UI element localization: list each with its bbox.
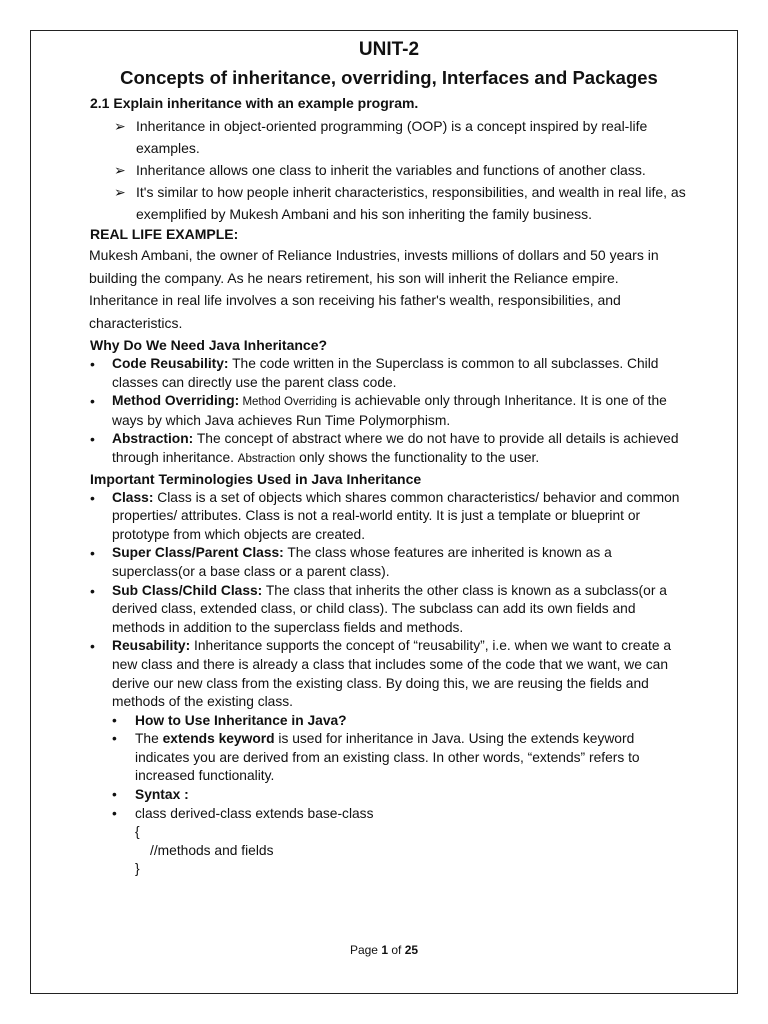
bullet-icon: •: [90, 356, 95, 372]
bullet-icon: •: [90, 489, 95, 506]
bullet-icon: •: [112, 787, 117, 803]
list-item: • Syntax :: [90, 786, 688, 805]
list-item: • Sub Class/Child Class: The class that inherits the other class is known as a subclass(or a derived class, extended class, or child class). The subclass can add its own fields and methods in addition to the superclass fields and methods.: [90, 582, 667, 635]
bullet-icon: •: [90, 545, 95, 562]
how-list: [90, 712, 688, 824]
list-item: ➢ Inheritance in object-oriented programming (OOP) is a concept inspired by real-life examples.: [90, 115, 688, 159]
document-body: [90, 38, 688, 879]
bullet-icon: •: [90, 638, 95, 655]
list-item: ➢ Inheritance allows one class to inherit the variables and functions of another class.: [90, 159, 688, 181]
section-points: [90, 115, 688, 225]
list-item: • Abstraction: The concept of abstract where we do not have to provide all details is achieved through inheritance. Abstraction only shows the functionality to the user.: [90, 431, 679, 465]
list-item: • The extends keyword is used for inheritance in Java. Using the extends keyword indicates you are derived from an existing class. In other words, “extends” refers to increased functionality.: [112, 731, 640, 784]
real-life-paragraph: Mukesh Ambani, the owner of Reliance Industries, invests millions of dollars and 50 years in building the company. As he nears retirement, his son will inherit the Reliance empire. Inheritance in real life involves a son receiving his father's wealth, responsibilities, and characteristics.: [89, 247, 659, 331]
terms-list: [90, 489, 688, 712]
bullet-icon: •: [90, 431, 95, 448]
bullet-icon: •: [112, 712, 117, 728]
arrow-bullet-icon: ➢: [114, 118, 126, 134]
total-pages: 25: [404, 943, 419, 957]
bullet-icon: •: [90, 393, 95, 410]
list-item: • How to Use Inheritance in Java?: [90, 712, 688, 731]
terms-heading: Important Terminologies Used in Java Inheritance: [90, 470, 422, 487]
list-item: • Class: Class is a set of objects which shares common characteristics/ behavior and common properties/ attributes. Class is not a real-world entity. It is just a template or blueprint or prototype from which objects are created.: [90, 489, 680, 542]
why-list: [90, 355, 688, 469]
list-item: • Reusability: Inheritance supports the concept of “reusability”, i.e. when we want to create a new class and there is already a class that includes some of the code that we want, we can derive our new class from the existing class. By doing this, we are reusing the fields and methods of the existing class.: [90, 638, 672, 710]
real-life-heading: REAL LIFE EXAMPLE:: [90, 226, 239, 242]
bullet-icon: •: [90, 582, 95, 599]
bullet-icon: •: [112, 731, 117, 747]
arrow-bullet-icon: ➢: [114, 184, 126, 200]
code-close-brace: }: [135, 861, 140, 877]
list-item: [90, 805, 688, 824]
unit-heading: UNIT-2: [358, 39, 420, 60]
list-item: • Super Class/Parent Class: The class whose features are inherited is known as a superclass(or a base class or a parent class).: [90, 545, 612, 579]
current-page: 1: [381, 943, 388, 957]
page-footer: Page 1 of 25: [349, 943, 419, 957]
list-item: ➢ It's similar to how people inherit characteristics, responsibilities, and wealth in real life, as exemplified by Mukesh Ambani and his son inheriting the family business.: [90, 181, 688, 225]
code-line: class derived-class extends base-class: [135, 805, 374, 821]
why-heading: Why Do We Need Java Inheritance?: [90, 337, 328, 353]
arrow-bullet-icon: ➢: [114, 162, 126, 178]
code-block: [90, 823, 688, 879]
section-heading: 2.1 Explain inheritance with an example program.: [90, 95, 419, 111]
page-title: Concepts of inheritance, overriding, Interfaces and Packages: [120, 67, 658, 88]
list-item: • Method Overriding: Method Overriding is achievable only through Inheritance. It is one of the ways by which Java achieves Run Time Polymorphism.: [90, 393, 667, 428]
code-open-brace: {: [135, 824, 140, 840]
code-body: //methods and fields: [150, 842, 274, 858]
list-item: • Code Reusability: The code written in the Superclass is common to all subclasses. Child classes can directly use the parent class code.: [90, 356, 659, 390]
bullet-icon: •: [112, 805, 117, 821]
